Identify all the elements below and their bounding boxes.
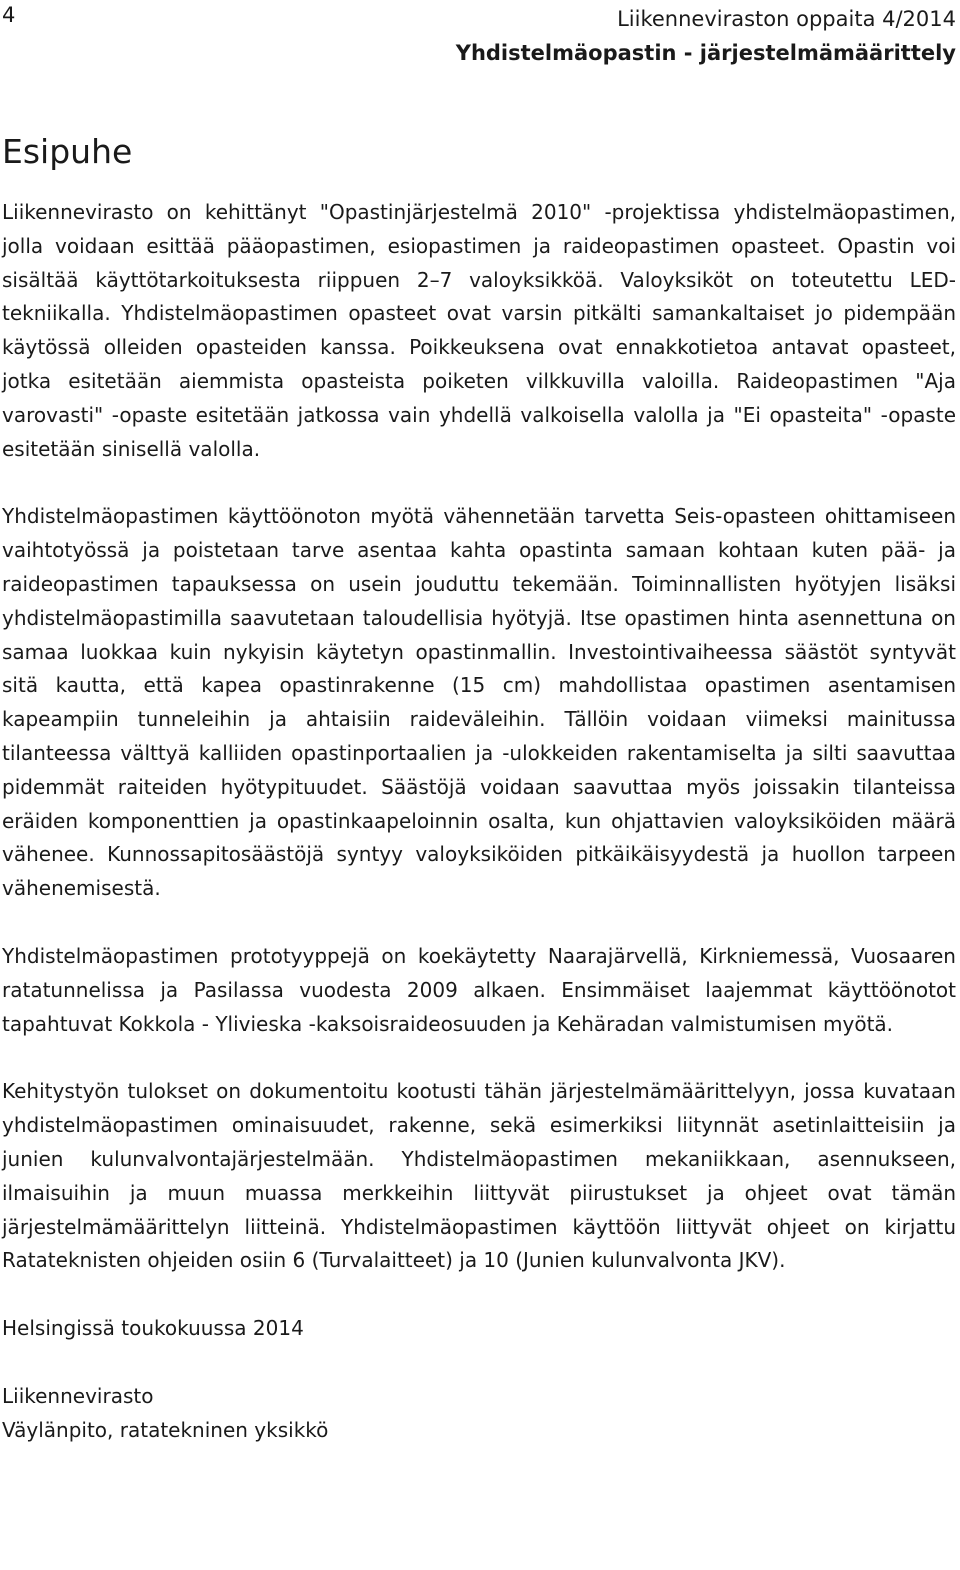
paragraph: Yhdistelmäopastimen prototyyppejä on koekäytetty Naarajärvellä, Kirkniemessä, Vuosaaren ratatunnelissa ja Pasilassa vuodesta 2009 alkaen. Ensimmäiset laajemmat käyttöönotot tapahtuvat Kokkola - Ylivieska -kaksoisraideosuuden ja Kehäradan valmistumisen myötä. [2, 943, 956, 1036]
series-title: Liikenneviraston oppaita 4/2014 [617, 7, 956, 31]
paragraph: Yhdistelmäopastimen käyttöönoton myötä vähennetään tarvetta Seis-opasteen ohittamiseen vaihtotyössä ja poistetaan tarve asentaa kahta opastinta samaan kohtaan kuten pää- ja raideopastimen tapauksessa on usein jouduttu tekemään. Toiminnallisten hyötyjen lisäksi yhdistelmäopastimilla saavutetaan taloudellisia hyötyjä. Itse opastimen hinta asennettuna on samaa luokkaa kuin nykyisin käytetyn opastinmallin. Investointivaiheessa säästöt syntyvät sitä kautta, että kapea opastinrakenne (15 cm) mahdollistaa opastimen asentamisen kapeampiin tunneleihin ja ahtaisiin raideväleihin. Tällöin voidaan viimeksi mainitussa tilanteessa välttyä kalliiden opastinportaalien ja -ulokkeiden rakentamiselta ja silti saavuttaa pidemmät raiteiden hyötypituudet. Säästöjä voidaan saavuttaa myös joissakin tilanteissa eräiden komponenttien ja opastinkaapeloinnin osalta, kun ohjattavien valoyksiköiden määrä vähenee. Kunnossapitosäästöjä syntyy valoyksiköiden pitkäikäisyydestä ja huollon tarpeen vähenemisestä. [2, 504, 956, 901]
running-header [456, 2, 956, 70]
page-title: Esipuhe [2, 132, 133, 171]
paragraph: Liikennevirasto on kehittänyt "Opastinjärjestelmä 2010" -projektissa yhdistelmäopastimen, jolla voidaan esittää pääopastimen, esiopastimen ja raideopastimen opasteet. Opastin voi sisältää käyttötarkoituksesta riippuen 2–7 valoyksikköä. Valoyksiköt on toteutettu LED-tekniikalla. Yhdistelmäopastimen opasteet ovat varsin pitkälti samankaltaiset jo pidempään käytössä olleiden opasteiden kanssa. Poikkeuksena ovat ennakkotietoa antavat opasteet, jotka esitetään aiemmista opasteista poiketen vilkkuvilla valoilla. Raideopastimen "Aja varovasti" -opaste esitetään jatkossa vain yhdellä valkoisella valolla ja "Ei opasteita" -opaste esitetään sinisellä valolla. [2, 200, 956, 461]
body-text [2, 196, 956, 1447]
signature-unit: Väylänpito, ratatekninen yksikkö [2, 1417, 329, 1442]
paragraph: Kehitystyön tulokset on dokumentoitu kootusti tähän järjestelmämäärittelyyn, jossa kuvataan yhdistelmäopastimen ominaisuudet, rakenne, sekä esimerkiksi liitynnät asetinlaitteisiin ja junien kulunvalvontajärjestelmään. Yhdistelmäopastimen mekaniikkaan, asennukseen, ilmaisuihin ja muun muassa merkkeihin liittyvät piirustukset ja ohjeet ovat tämän järjestelmämäärittelyn liitteinä. Yhdistelmäopastimen käyttöön liittyvät ohjeet on kirjattu Ratateknisten ohjeiden osiin 6 (Turvalaitteet) ja 10 (Junien kulunvalvonta JKV). [2, 1079, 956, 1273]
document-title: Yhdistelmäopastin - järjestelmämäärittely [455, 41, 956, 65]
signature-organization: Liikennevirasto [2, 1383, 154, 1408]
place-date: Helsingissä toukokuussa 2014 [2, 1316, 304, 1341]
page-number: 4 [2, 3, 16, 27]
signature-block [2, 1379, 956, 1447]
